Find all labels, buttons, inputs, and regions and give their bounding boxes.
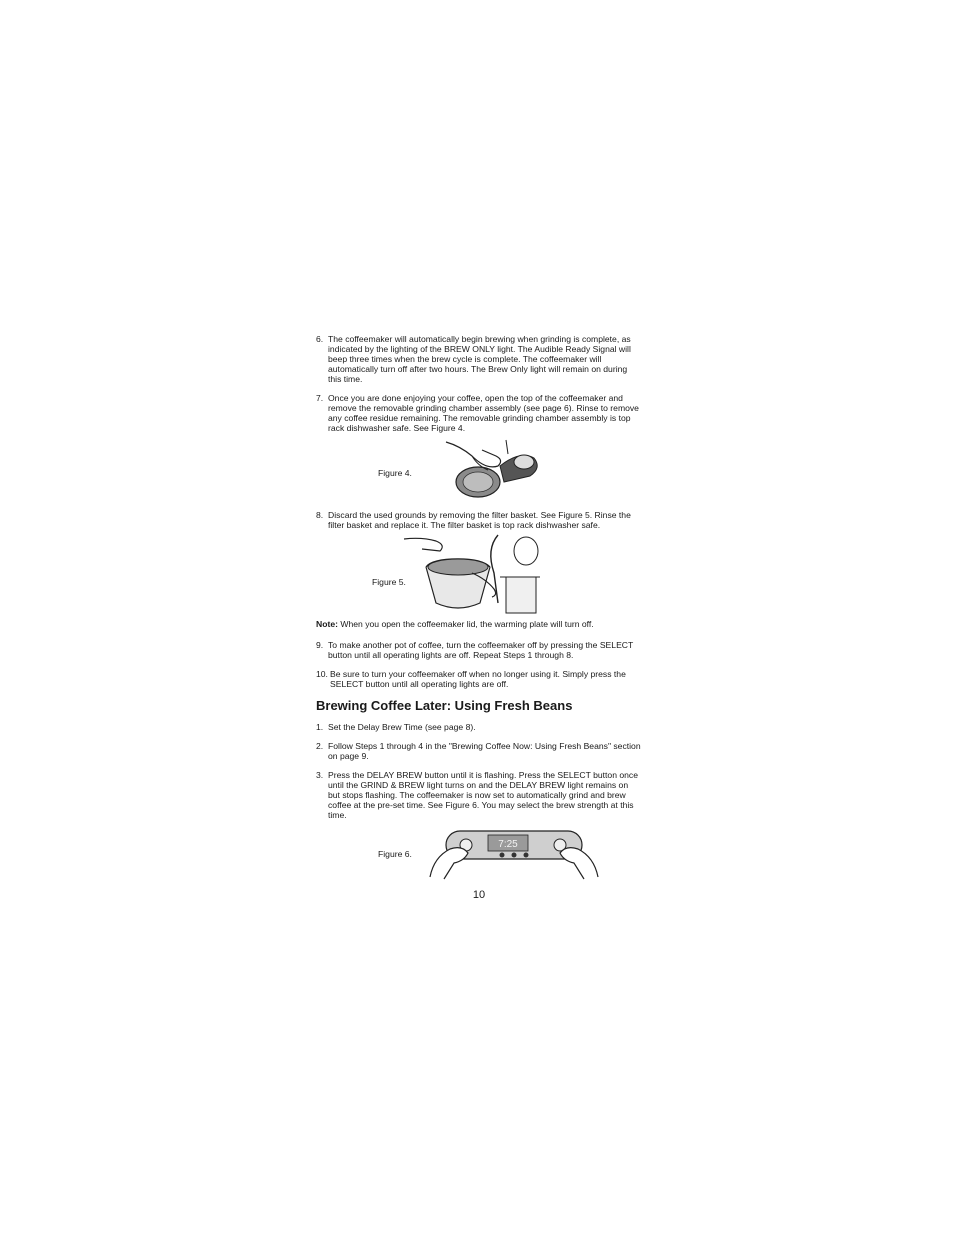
list-item [316,722,642,732]
item-number: 1. [316,722,324,732]
item-text: Discard the used grounds by removing the filter basket. See Figure 5. Rinse the filter basket and replace it. The filter basket is top rack dishwasher safe. [328,510,631,530]
figure-4 [316,442,642,504]
item-text: Once you are done enjoying your coffee, open the top of the coffeemaker and remove the removable grinding chamber assembly (see page 6). Rinse to remove any coffee residue remaining. The removable grinding chamber assembly is top rack dishwasher safe. See Figure 4. [328,393,639,433]
section-heading: Brewing Coffee Later: Using Fresh Beans [316,698,573,713]
note-label: Note: [316,619,338,629]
item-number: 3. [316,770,324,780]
item-text: The coffeemaker will automatically begin brewing when grinding is complete, as indicated by the lighting of the BREW ONLY light. The Audible Ready Signal will beep three times when the brew cycle is complete. The coffeemaker will automatically turn off after two hours. The Brew Only light will remain on during this time. [328,334,631,384]
page-number: 10 [472,889,486,901]
list-item [316,510,642,530]
list-item [316,393,642,433]
display-time: 7:25 [498,839,518,850]
figure-5 [316,533,642,613]
note-text: When you open the coffeemaker lid, the warming plate will turn off. [340,619,594,629]
figure-6-label: Figure 6. [378,849,412,859]
filter-basket-illustration [402,533,542,615]
manual-page [316,334,642,901]
figure-6 [316,827,642,879]
item-text: Press the DELAY BREW button until it is flashing. Press the SELECT button once until the GRIND & BREW light turns on and the DELAY BREW light remains on but stops flashing. The coffeemaker is now set to automatically grind and brew coffee at the pre-set time. See Figure 6. You may select the brew strength at this time. [328,770,639,820]
item-text: Set the Delay Brew Time (see page 8). [328,722,476,732]
item-number: 9. [316,640,324,650]
item-number: 6. [316,334,324,344]
figure-5-label: Figure 5. [372,577,406,587]
figure-4-label: Figure 4. [378,468,412,478]
item-text: To make another pot of coffee, turn the coffeemaker off by pressing the SELECT button until all operating lights are off. Repeat Steps 1 through 8. [328,640,634,660]
item-number: 7. [316,393,324,403]
note [316,619,642,629]
control-panel-illustration [424,827,604,881]
grinding-chamber-illustration [442,436,542,506]
item-number: 8. [316,510,324,520]
list-item [316,334,642,384]
list-item [316,640,642,660]
item-number: 2. [316,741,324,751]
item-text: Be sure to turn your coffeemaker off when no longer using it. Simply press the SELECT button until all operating lights are off. [330,669,626,689]
list-item [316,770,642,820]
item-text: Follow Steps 1 through 4 in the "Brewing Coffee Now: Using Fresh Beans" section on page 9. [328,741,641,761]
list-item [316,741,642,761]
list-item [316,669,642,689]
item-number: 10. [316,669,328,679]
